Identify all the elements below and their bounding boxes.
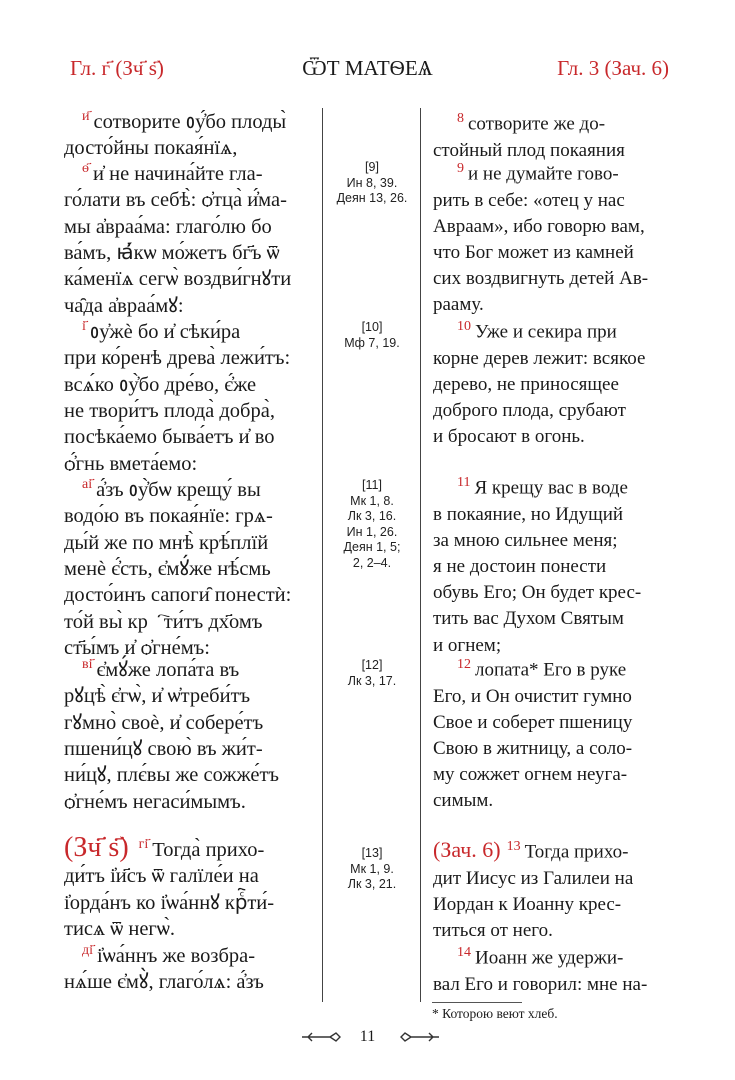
verse-line: симым. <box>433 790 494 812</box>
verse-line: рꙋцѣ̀ є҆гѡ̀, и҆ ѡ҆треби́тъ <box>64 685 251 708</box>
verse-line: Уже и секира при <box>475 321 617 343</box>
russian-verse <box>433 652 671 815</box>
verse-line: і҆ѡа́ннъ же возбра- <box>97 944 256 967</box>
verse-line: всѧ́ко ᲂу҆̀бо дре́во, є҆́же <box>64 373 257 396</box>
reference-line: Ин 8, 39. <box>346 175 398 190</box>
reference-line: Лк 3, 16. <box>347 509 397 523</box>
verse-line: дерево, не приносящее <box>433 373 619 395</box>
verse-number: 8 <box>457 111 464 126</box>
verse-line: сотворите же до- <box>468 113 606 135</box>
verse-line: Тогда прихо- <box>524 841 629 863</box>
verse-line: и не думайте гово- <box>468 163 619 185</box>
verse-line: что Бог может из камней <box>433 241 634 263</box>
verse-number: 9 <box>457 161 464 176</box>
verse-line: нѧ́ше є҆мꙋ̀, глаго́лѧ: а҆́зъ <box>64 971 264 994</box>
reference-line: Деян 1, 5; <box>343 540 401 554</box>
verse-line: а҆́зъ ᲂу҆̀бѡ крещу́ вы <box>96 478 261 501</box>
reference-group <box>324 846 420 893</box>
verse-line: я не достоин понести <box>433 555 607 577</box>
verse-line: Свое и соберет пшеницу <box>433 711 633 733</box>
column-divider-left <box>322 108 323 1002</box>
reference-line: [13] <box>361 846 383 860</box>
reference-group <box>324 658 420 689</box>
verse-line: го́лати въ себѣ̀: ѻ҆тца̀ и҆́ма- <box>64 189 287 212</box>
russian-verse <box>433 470 671 659</box>
verse-line: титься от него. <box>433 919 553 941</box>
slavonic-verse <box>64 314 310 477</box>
slavonic-verse <box>64 156 310 319</box>
verse-number: 12 <box>457 657 471 672</box>
verse-line: Тогда̀ прихо- <box>152 838 265 861</box>
verse-line: тить вас Духом Святым <box>433 608 624 630</box>
verse-line: є҆мꙋ́же лопа́та въ <box>96 658 240 681</box>
verse-line: рааму. <box>433 294 484 316</box>
slavonic-verse <box>64 832 310 942</box>
verse-line: Свою в житницу, а соло- <box>433 737 633 759</box>
zachalo-marker: (Зач. 6) <box>433 837 501 863</box>
russian-verse <box>433 940 671 998</box>
verse-line: ни́цꙋ, плє́вы же сожже́тъ <box>64 764 280 787</box>
verse-line: при ко́ренѣ древа̀ лежи́тъ: <box>64 347 291 370</box>
verse-line: ᲂу҆жѐ бо и҆ сѣки́ра <box>89 320 241 343</box>
verse-number: ѳ҃ <box>82 161 89 176</box>
verse-line: ѻ҆гне́мъ негаси́мымъ. <box>64 790 246 813</box>
footnote: * Которою веют хлеб. <box>432 1006 558 1021</box>
verse-line: Я крещу вас в воде <box>474 477 628 499</box>
verse-line: ды́й же по мнѣ̀ крѣ́плїй <box>64 531 269 554</box>
verse-line: сих воздвигнуть детей Ав- <box>433 268 649 290</box>
reference-line: Лк 3, 17. <box>347 673 397 688</box>
russian-verse <box>433 156 671 319</box>
verse-line: то́й вы̀ крⷭ҇ти́тъ дх҃омъ <box>64 610 263 633</box>
verse-line: менѐ є҆́сть, є҆мꙋ́же нѣ́смь <box>64 558 271 581</box>
ornament-right-icon <box>399 1031 441 1043</box>
verse-number: 13 <box>506 839 521 854</box>
verse-number: аі҃ <box>82 477 93 492</box>
column-divider-right <box>420 108 421 1002</box>
verse-line: досто́инъ сапоги̑ понестѝ: <box>64 584 292 607</box>
verse-number: ві҃ <box>82 657 93 672</box>
verse-number: і҃ <box>82 319 86 334</box>
slavonic-verse <box>64 104 310 162</box>
slavonic-verse <box>64 938 310 996</box>
reference-line: Ин 1, 26. <box>346 524 398 539</box>
verse-line: Его, и Он очистит гумно <box>433 685 632 707</box>
verse-line: ди́тъ і҆и҃съ ѿ галїле́и на <box>64 865 259 888</box>
verse-number: ді҃ <box>82 943 94 958</box>
reference-group <box>324 320 420 351</box>
reference-line: [11] <box>362 478 382 492</box>
verse-line: корне дерев лежит: всякое <box>433 347 646 369</box>
reference-line: [9] <box>365 160 379 174</box>
verse-line: ка́менїѧ сегѡ̀ воздви́гнꙋти <box>64 268 292 291</box>
verse-line: рить в себе: «отец у нас <box>433 189 625 211</box>
reference-group <box>324 478 420 571</box>
verse-number: 10 <box>457 319 471 334</box>
verse-line: стойный плод покаяния <box>433 139 625 161</box>
zachalo-marker: (Зч҃ ѕ҃) <box>64 831 129 863</box>
verse-line: ча̑да а҆враа́мꙋ: <box>64 294 184 317</box>
page-number: 11 <box>359 1028 376 1045</box>
verse-line: Иордан к Иоанну крес- <box>433 893 622 915</box>
verse-number: гі҃ <box>138 837 149 852</box>
verse-line: му сожжет огнем неуга- <box>433 764 628 786</box>
reference-line: [10] <box>361 320 383 334</box>
verse-line: і҆орда́нъ ко і҆ѡа́ннꙋ крⷭ҇ти́- <box>64 891 275 914</box>
verse-line: и бросают в огонь. <box>433 426 585 448</box>
reference-line: [12] <box>361 658 383 672</box>
verse-line: в покаяние, но Идущий <box>433 503 624 525</box>
verse-line: пшени́цꙋ свою̀ въ жи́т- <box>64 738 263 761</box>
russian-verse <box>433 834 671 944</box>
slavonic-verse <box>64 472 310 662</box>
verse-line: тисѧ ѿ негѡ̀. <box>64 918 175 941</box>
verse-line: и҆ не начина́йте гла- <box>93 162 263 185</box>
verse-line: ѻ҆́гнь вмета́емо: <box>64 452 198 475</box>
header-right: Гл. 3 (Зач. 6) <box>557 56 669 80</box>
verse-line: дит Иисус из Галилеи на <box>433 867 634 889</box>
reference-line: Мк 1, 8. <box>350 493 394 508</box>
verse-line: мы а҆враа́ма: глаго́лю бо <box>64 215 272 238</box>
verse-line: ст҃ы́мъ и҆ ѻ҆гне́мъ: <box>64 637 210 660</box>
verse-line: посѣка́емо быва́етъ и҆ во <box>64 426 275 449</box>
verse-line: обувь Его; Он будет крес- <box>433 582 642 604</box>
verse-number: и҃ <box>82 109 90 124</box>
reference-group <box>324 160 420 207</box>
verse-line: и огнем; <box>433 634 502 656</box>
verse-line: досто́йны покая́нїѧ, <box>64 137 238 160</box>
reference-line: Мф 7, 19. <box>344 335 400 350</box>
verse-line: не твори́тъ плода̀ добра̀, <box>64 400 275 423</box>
verse-line: вал Его и говорил: мне на- <box>433 973 648 995</box>
verse-line: ва́мъ, ꙗ҆́кѡ мо́жетъ бг҃ъ ѿ <box>64 242 280 265</box>
reference-line: 2, 2–4. <box>352 555 392 570</box>
verse-number: 14 <box>457 945 471 960</box>
reference-line: Мк 1, 9. <box>350 861 394 876</box>
reference-line: Лк 3, 21. <box>347 877 397 891</box>
verse-line: водо́ю въ покая́нїе: грѧ- <box>64 505 273 528</box>
verse-line: сотворите ᲂу҆́бо плоды̀ <box>93 110 287 133</box>
footnote-rule <box>432 1002 522 1003</box>
verse-number: 11 <box>457 475 471 490</box>
verse-line: Иоанн же удержи- <box>475 947 624 969</box>
header-left: Гл. г҃ (Зч҃ ѕ҃) <box>70 56 164 80</box>
verse-line: гꙋмно̀ своѐ, и҆ собере́тъ <box>64 711 264 734</box>
verse-line: Авраам», ибо говорю вам, <box>433 215 645 237</box>
slavonic-verse <box>64 652 310 815</box>
reference-line: Деян 13, 26. <box>336 191 408 205</box>
verse-line: лопата* Его в руке <box>475 659 627 681</box>
header-title: ѾТ МАТѲЕѦ <box>302 56 433 80</box>
verse-line: за мною сильнее меня; <box>433 529 618 551</box>
verse-line: доброго плода, срубают <box>433 399 626 421</box>
russian-verse <box>433 314 671 450</box>
